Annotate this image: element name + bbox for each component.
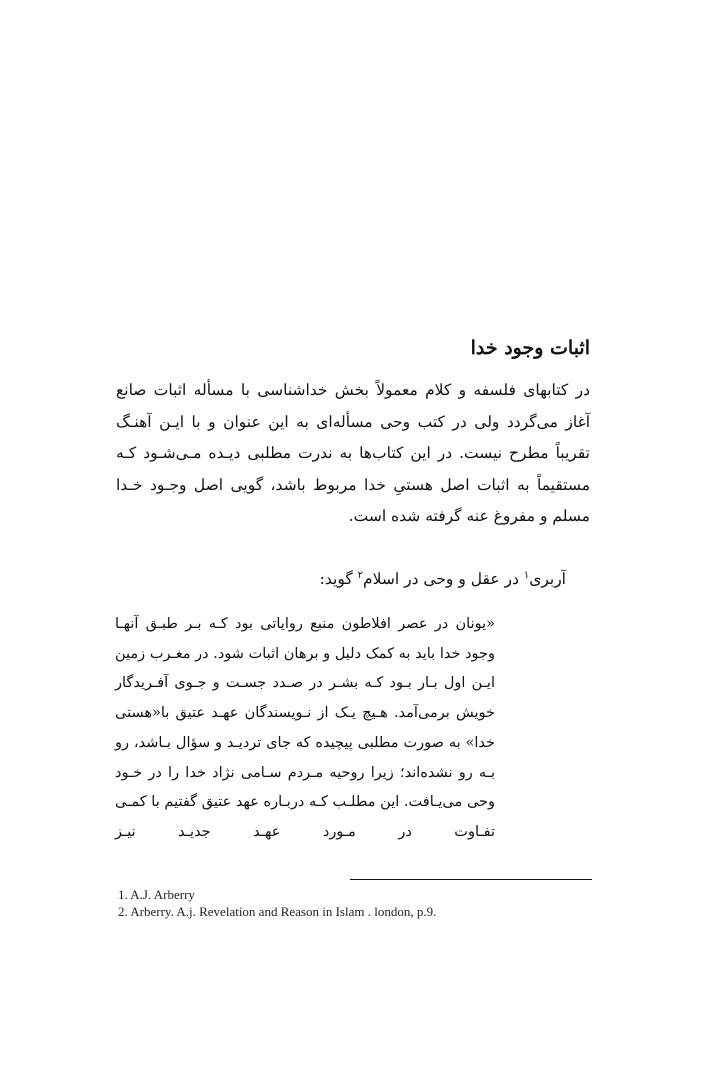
footnotes xyxy=(118,886,598,920)
author-name: آربری xyxy=(529,570,566,588)
quote-intro xyxy=(116,564,566,596)
footnote-ref-1[interactable]: ۱ xyxy=(523,569,530,581)
footnote-1: 1. A.J. Arberry xyxy=(118,887,195,902)
block-quote: «یونان در عصر افلاطون منبع روایاتی بود کـه بـر طبـق آنهـا وجود خدا باید به کمک دلیل و برهان اثبات شود. در مغـرب زمین ایـن اول بـار بـود کـه بشـر در صـدد جسـت و جـوی آفـریدگار خویش برمی‌آمد. هـیچ یـک از نـویسندگان عهـد عتیق با«هستی خدا» به صورت مطلبی پیچیده که جای تردیـد و سؤال بـاشد، رو بـه رو نشده‌اند؛ زیرا روحیه مـردم سـامی نژاد خدا را در خـود وحی می‌یـافت. این مطلـب کـه دربـاره عهد عتیق گفتیم با کمـی تفـاوت در مـورد عهـد جدیـد نیـز xyxy=(115,616,495,840)
footnote-divider xyxy=(350,879,592,880)
footnote-ref-2[interactable]: ۲ xyxy=(357,569,364,581)
section-heading: اثبات وجود خدا xyxy=(470,337,590,359)
footnote-2: 2. Arberry. A.j. Revelation and Reason in Islam . london, p.9. xyxy=(118,904,437,919)
book-title: در عقل و وحی در اسلام xyxy=(363,570,524,588)
body-paragraph: در کتابهای فلسفه و کلام معمولاً بخش خداشناسی با مسأله اثبات صانع آغاز می‌گردد ولی در کتب وحی مسأله‌ای به این عنوان و با ایـن آهنـگ تقریباً مطرح نیست. در این کتاب‌ها به ندرت مطلبی دیـده مـی‌شـود کـه مستقیماً به اثبات اصل هستیِ خدا مربوط باشد، گویی اصل وجـود خـدا مسلم و مفروغ عنه گرفته شده است. xyxy=(116,381,590,525)
intro-verb: گوید: xyxy=(319,570,358,588)
